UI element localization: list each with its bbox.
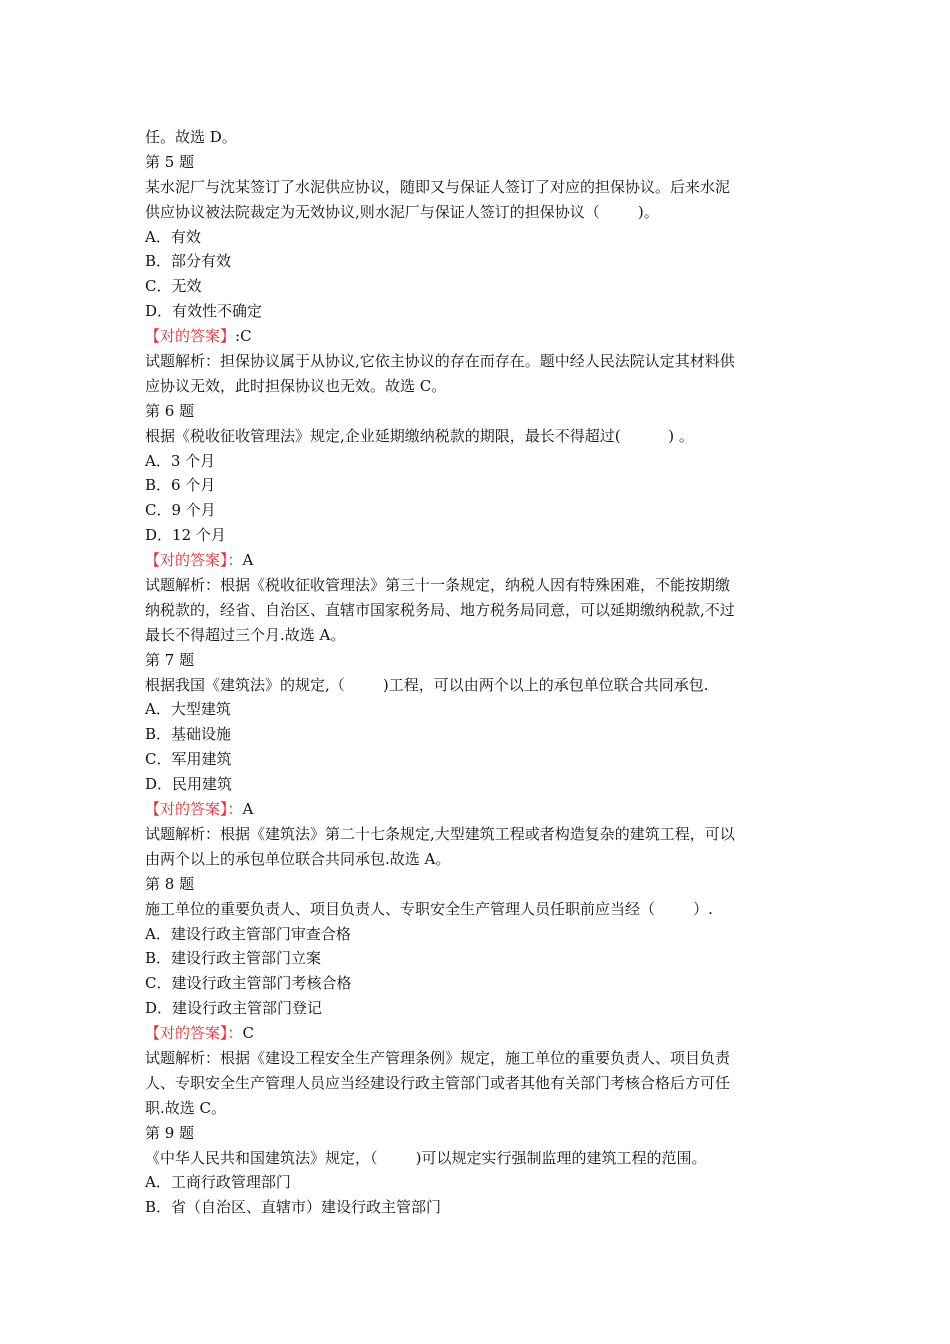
answer-option: C．军用建筑 <box>145 750 232 769</box>
answer-option: B．建设行政主管部门立案 <box>145 949 322 968</box>
answer-option: B．部分有效 <box>145 252 232 271</box>
text-line: 根据《税收征收管理法》规定,企业延期缴纳税款的期限，最长不得超过( ) 。 <box>145 426 694 445</box>
text-line: 供应协议被法院裁定为无效协议,则水泥厂与保证人签订的担保协议（ )。 <box>145 202 659 221</box>
explanation-line: 试题解析：根据《建设工程安全生产管理条例》规定，施工单位的重要负责人、项目负责 <box>145 1048 731 1067</box>
answer-option: D．建设行政主管部门登记 <box>145 999 323 1018</box>
answer-option: B．6 个月 <box>145 476 216 495</box>
answer-value: A <box>242 800 254 819</box>
answer-option: B．省（自治区、直辖市）建设行政主管部门 <box>145 1198 442 1217</box>
answer-value: C <box>242 1024 254 1043</box>
text-line: 纳税款的，经省、自治区、直辖市国家税务局、地方税务局同意，可以延期缴纳税款,不过 <box>145 600 735 619</box>
explanation-line: 试题解析：根据《建筑法》第二十七条规定,大型建筑工程或者构造复杂的建筑工程，可以 <box>145 824 735 843</box>
answer-label: 【对的答案】： <box>145 1024 243 1043</box>
text-line: 职.故选 C。 <box>145 1098 227 1117</box>
answer-option: D．民用建筑 <box>145 775 233 794</box>
answer-option: A．建设行政主管部门审查合格 <box>145 924 351 943</box>
answer-line <box>145 548 810 573</box>
answer-option: C．9 个月 <box>145 501 216 520</box>
answer-line <box>145 324 810 349</box>
answer-option: D．有效性不确定 <box>145 302 263 321</box>
question-number: 第 9 题 <box>145 1123 195 1142</box>
explanation-line: 试题解析：担保协议属于从协议,它依主协议的存在而存在。题中经人民法院认定其材料供 <box>145 352 735 371</box>
text-line: 由两个以上的承包单位联合共同承包.故选 A。 <box>145 849 451 868</box>
text-line: 《中华人民共和国建筑法》规定，（ )可以规定实行强制监理的建筑工程的范围。 <box>145 1148 707 1167</box>
question-number: 第 5 题 <box>145 152 195 171</box>
answer-option: C．无效 <box>145 277 202 296</box>
answer-option: C．建设行政主管部门考核合格 <box>145 974 352 993</box>
question-number: 第 7 题 <box>145 650 195 669</box>
text-line: 任。故选 D。 <box>145 128 237 146</box>
document-page <box>145 125 810 1220</box>
text-line: 人、专职安全生产管理人员应当经建设行政主管部门或者其他有关部门考核合格后方可任 <box>145 1073 731 1092</box>
answer-line <box>145 797 810 822</box>
answer-value: A <box>242 551 254 570</box>
answer-value: :C <box>235 327 252 346</box>
text-line: 最长不得超过三个月.故选 A。 <box>145 625 346 644</box>
answer-line <box>145 1021 810 1046</box>
question-number: 第 6 题 <box>145 401 195 420</box>
text-line: 某水泥厂与沈某签订了水泥供应协议，随即又与保证人签订了对应的担保协议。后来水泥 <box>145 177 731 196</box>
explanation-line: 试题解析：根据《税收征收管理法》第三十一条规定，纳税人因有特殊困难，不能按期缴 <box>145 576 731 595</box>
text-line: 施工单位的重要负责人、项目负责人、专职安全生产管理人员任职前应当经（ ）. <box>145 899 713 918</box>
answer-option: B．基础设施 <box>145 725 232 744</box>
answer-option: A．工商行政管理部门 <box>145 1173 291 1192</box>
answer-option: D．12 个月 <box>145 526 226 545</box>
answer-label: 【对的答案】 <box>145 327 236 346</box>
answer-option: A．大型建筑 <box>145 700 231 719</box>
text-line: 根据我国《建筑法》的规定,（ )工程，可以由两个以上的承包单位联合共同承包. <box>145 675 709 694</box>
answer-option: A．3 个月 <box>145 451 216 470</box>
question-number: 第 8 题 <box>145 874 195 893</box>
answer-label: 【对的答案】： <box>145 800 243 819</box>
answer-option: A．有效 <box>145 227 201 246</box>
answer-label: 【对的答案】： <box>145 551 243 570</box>
text-line: 应协议无效，此时担保协议也无效。故选 C。 <box>145 376 447 395</box>
